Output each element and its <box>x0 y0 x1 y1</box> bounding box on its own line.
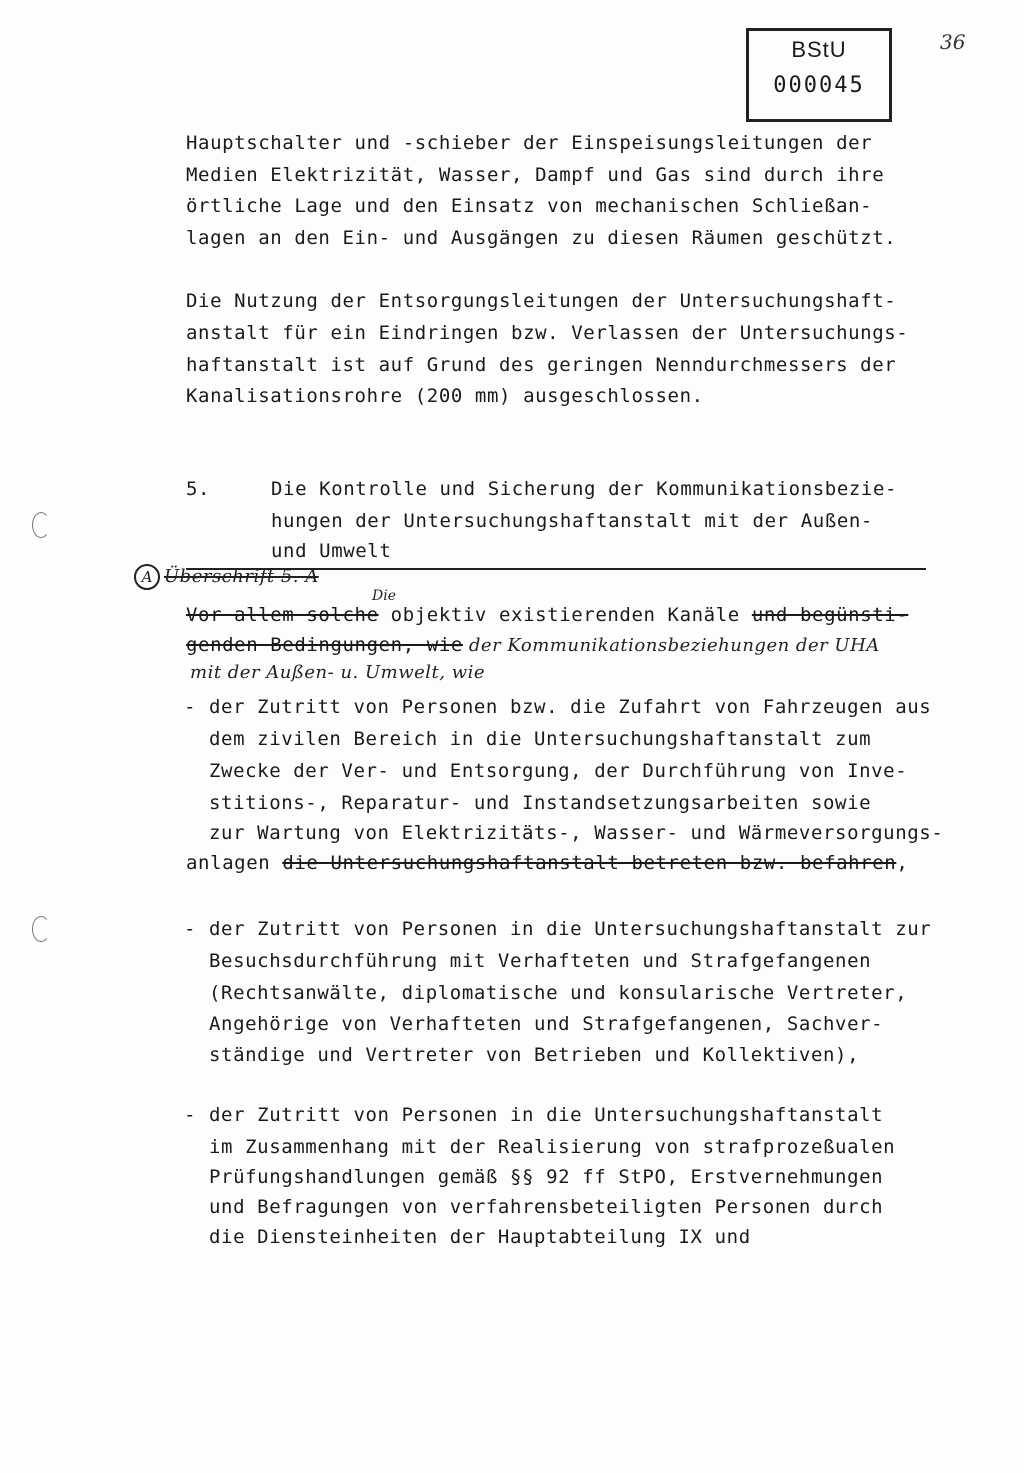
bullet-text-line: Angehörige von Verhafteten und Strafgefangenen, Sachver- <box>209 1013 884 1035</box>
struck-text: und begünsti- <box>751 604 909 626</box>
text-line: Kanalisationsrohre (200 mm) ausgeschlossen. <box>186 385 704 407</box>
bullet-text-line: stitions-, Reparatur- und Instandsetzungsarbeiten sowie <box>209 792 872 814</box>
struck-text: genden Bedingungen, wie <box>186 634 463 656</box>
kept-text: anlagen <box>186 852 283 874</box>
bullet-dash: - <box>184 1104 196 1126</box>
bullet-text-line: der Zutritt von Personen in die Untersuchungshaftanstalt zur <box>209 918 932 940</box>
section-heading-line: hungen der Untersuchungshaftanstalt mit der Außen- <box>271 510 873 532</box>
text-line: örtliche Lage und den Einsatz von mechanischen Schließan- <box>186 195 873 217</box>
line-end-mark: , <box>896 852 909 874</box>
bullet-text-line: dem zivilen Bereich in die Untersuchungshaftanstalt zum <box>209 728 872 750</box>
text-line: haftanstalt ist auf Grund des geringen Nenndurchmessers der <box>186 354 897 376</box>
bullet-text-line: der Zutritt von Personen bzw. die Zufahrt von Fahrzeugen aus <box>209 696 932 718</box>
stamp-org: BStU <box>791 37 847 62</box>
text-line: anstalt für ein Eindringen bzw. Verlassen der Untersuchungs- <box>186 322 909 344</box>
text-line: lagen an den Ein- und Ausgängen zu diesen Räumen geschützt. <box>186 227 897 249</box>
handwritten-insert: Die <box>372 588 396 604</box>
handwritten-text: mit der Außen- u. Umwelt, wie <box>190 662 486 683</box>
bullet-text-line: zur Wartung von Elektrizitäts-, Wasser- und Wärmeversorgungs- <box>209 822 944 844</box>
bullet-text-line: ständige und Vertreter von Betrieben und Kollektiven), <box>209 1044 860 1066</box>
punch-hole <box>32 512 50 538</box>
bullet-text-line: (Rechtsanwälte, diplomatische und konsularische Vertreter, <box>209 982 908 1004</box>
text-line: Medien Elektrizität, Wasser, Dampf und Gas sind durch ihre <box>186 164 885 186</box>
handwritten-text: der Kommunikationsbeziehungen der UHA <box>468 635 880 656</box>
bullet-text-line: Zwecke der Ver- und Entsorgung, der Durchführung von Inve- <box>209 760 908 782</box>
bullet-text-line: die Diensteinheiten der Hauptabteilung IX und <box>209 1226 751 1248</box>
bullet-text-line: im Zusammenhang mit der Realisierung von strafprozeßualen <box>209 1136 896 1158</box>
intro-kept-text: objektiv existierenden Kanäle <box>378 604 752 626</box>
struck-text: die Untersuchungshaftanstalt betreten bzw. befahren <box>282 852 897 874</box>
text-line: Die Nutzung der Entsorgungsleitungen der Untersuchungshaft- <box>186 290 897 312</box>
circled-annotation: A <box>134 564 160 590</box>
section-heading-line: Die Kontrolle und Sicherung der Kommunikationsbezie- <box>271 478 898 500</box>
bullet-dash: - <box>184 918 196 940</box>
punch-hole <box>32 916 50 942</box>
section-heading-line: und Umwelt <box>271 540 392 562</box>
struck-text: Vor allem solche <box>186 604 379 626</box>
bullet-text-line: der Zutritt von Personen in die Untersuchungshaftanstalt <box>209 1104 884 1126</box>
handwritten-overline: Überschrift 5. A <box>164 566 319 587</box>
stamp-number: 000045 <box>773 73 865 98</box>
intro-line <box>186 634 880 656</box>
section-number: 5. <box>186 478 211 500</box>
bullet-dash: - <box>184 696 196 718</box>
bullet-text-line: und Befragungen von verfahrensbeteiligten Personen durch <box>209 1196 884 1218</box>
intro-line <box>186 604 908 626</box>
archive-stamp <box>746 28 892 122</box>
bullet-text-line: Prüfungshandlungen gemäß §§ 92 ff StPO, Erstvernehmungen <box>209 1166 884 1188</box>
bullet-text-line <box>186 852 908 874</box>
bullet-text-line: Besuchsdurchführung mit Verhafteten und Strafgefangenen <box>209 950 872 972</box>
text-line: Hauptschalter und -schieber der Einspeisungsleitungen der <box>186 132 873 154</box>
handwritten-page-number: 36 <box>940 30 966 54</box>
